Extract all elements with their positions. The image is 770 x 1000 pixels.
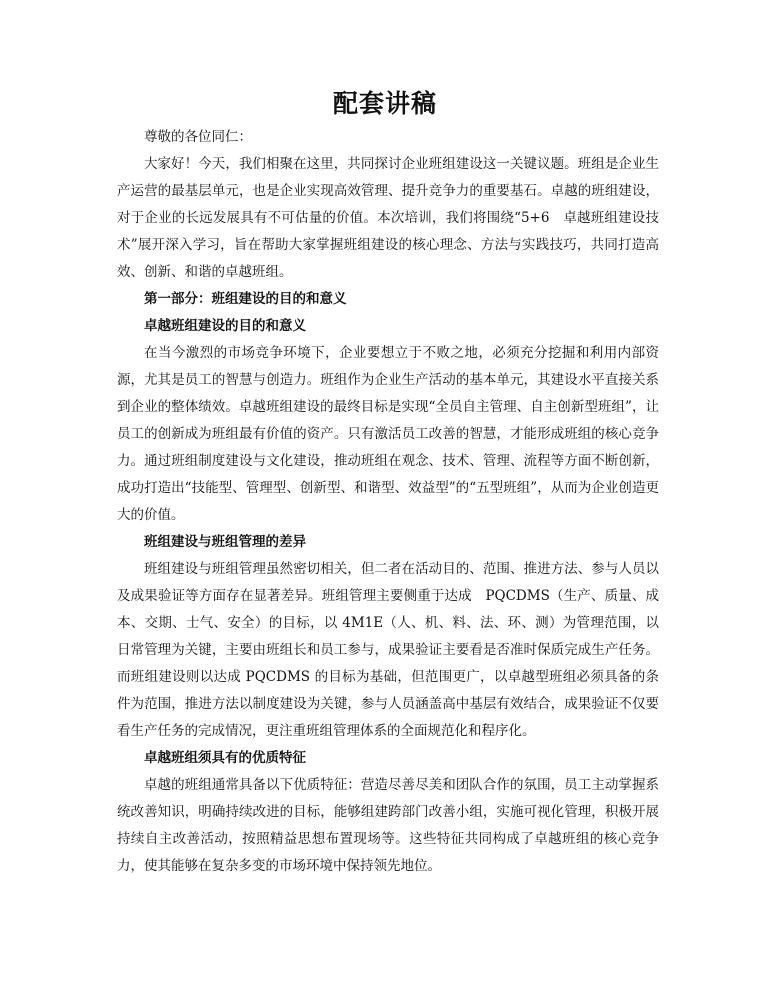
section2-heading: 班组建设与班组管理的差异 (144, 534, 306, 550)
greeting-paragraph: 尊敬的各位同仁： (144, 129, 252, 145)
intro-paragraph: 大家好！今天，我们相聚在这里，共同探讨企业班组建设这一关键议题。班组是企业生产运营的最基层单元，也是企业实现高效管理、提升竞争力的重要基石。卓越的班组建设，对于企业的长远发展具有不可估量的价值。本次培训，我们将围绕“5+6 卓越班组建设技术”展开深入学习，旨在帮助大家掌握班组建设的核心理念、方法与实践技巧，共同打造高效、创新、和谐的卓越班组。 (117, 156, 659, 280)
section3-paragraph: 卓越的班组通常具备以下优质特征：营造尽善尽美和团队合作的氛围，员工主动掌握系统改善知识，明确持续改进的目标，能够组建跨部门改善小组，实施可视化管理，积极开展持续自主改善活动，按照精益思想布置现场等。这些特征共同构成了卓越班组的核心竞争力，使其能够在复杂多变的市场环境中保持领先地位。 (117, 777, 659, 874)
section1-paragraph: 在当今激烈的市场竞争环境下，企业要想立于不败之地，必须充分挖掘和利用内部资源，尤其是员工的智慧与创造力。班组作为企业生产活动的基本单元，其建设水平直接关系到企业的整体绩效。卓越班组建设的最终目标是实现“全员自主管理、自主创新型班组”，让员工的创新成为班组最有价值的资产。只有激活员工改善的智慧，才能形成班组的核心竞争力。通过班组制度建设与文化建设，推动班组在观念、技术、管理、流程等方面不断创新，成功打造出“技能型、管理型、创新型、和谐型、效益型”的“五型班组”，从而为企业创造更大的价值。 (117, 345, 659, 523)
section2-paragraph: 班组建设与班组管理虽然密切相关，但二者在活动目的、范围、推进方法、参与人员以及成果验证等方面存在显著差异。班组管理主要侧重于达成 PQCDMS（生产、质量、成本、交期、士气、安全）的目标，以 4M1E（人、机、料、法、环、测）为管理范围，以日常管理为关键，主要由班组长和员工参与，成果验证主要看是否准时保质完成生产任务。而班组建设则以达成 PQCDMS 的目标为基础，但范围更广，以卓越型班组必须具备的条件为范围，推进方法以制度建设为关键，参与人员涵盖高中基层有效结合，成果验证不仅要看生产任务的完成情况，更注重班组管理体系的全面规范化和程序化。 (117, 561, 659, 739)
document-body (117, 124, 659, 880)
part1-heading: 第一部分：班组建设的目的和意义 (144, 291, 347, 307)
section1-heading: 卓越班组建设的目的和意义 (144, 318, 306, 334)
section3-heading: 卓越班组须具有的优质特征 (144, 750, 306, 766)
document-title: 配套讲稿 (332, 89, 437, 118)
